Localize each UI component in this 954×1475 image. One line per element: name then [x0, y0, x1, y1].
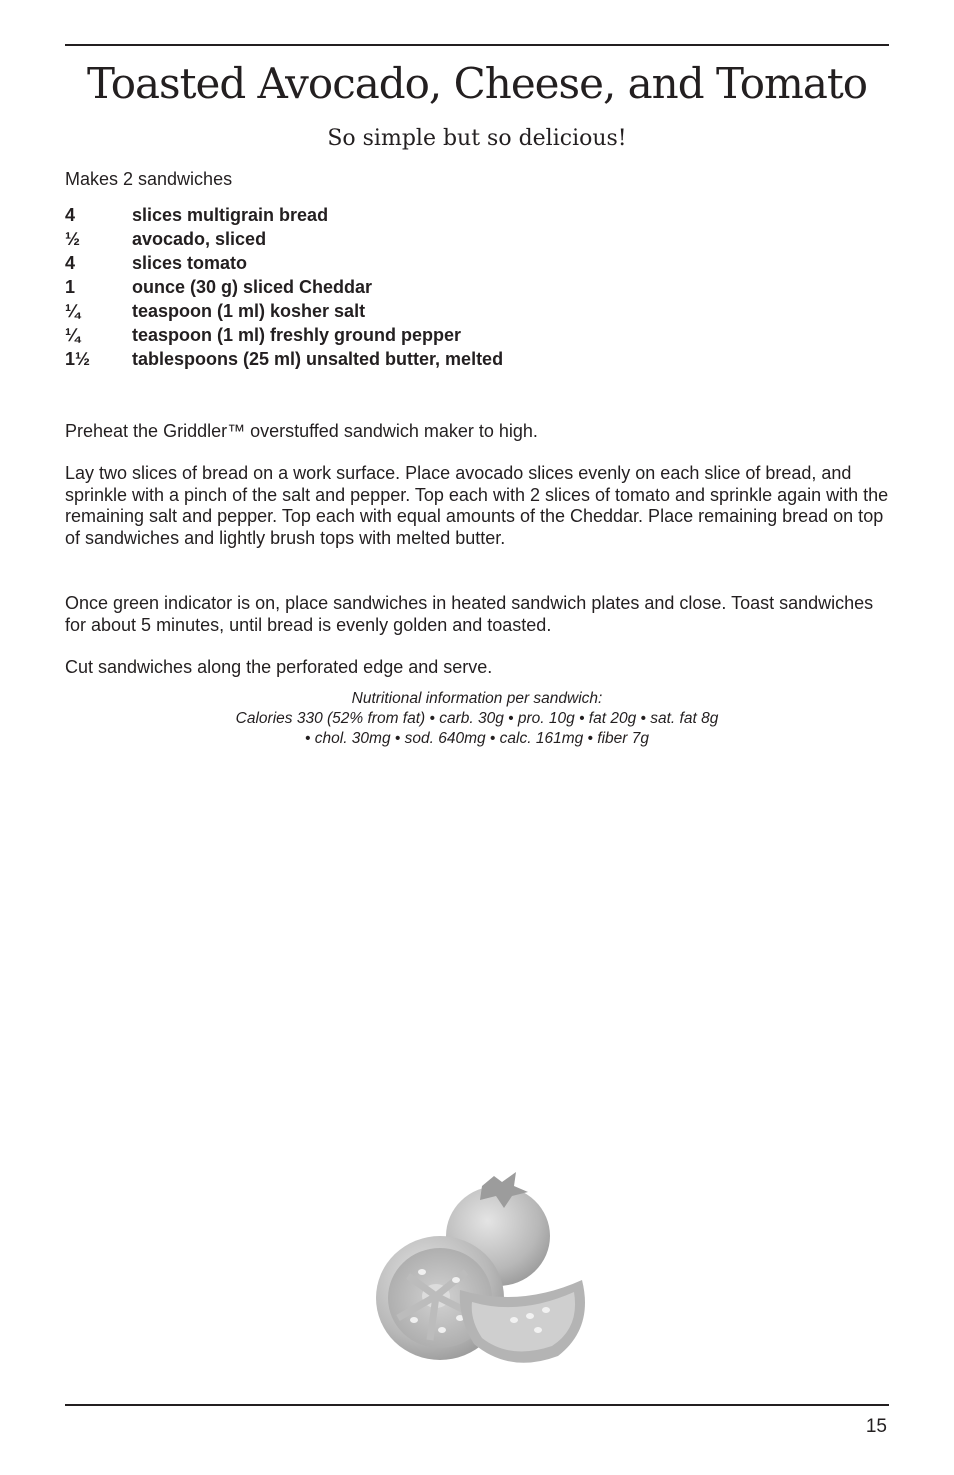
recipe-subtitle: So simple but so delicious!: [327, 126, 627, 151]
ingredient-item: slices tomato: [132, 253, 248, 273]
instruction-step: Lay two slices of bread on a work surface. Place avocado slices evenly on each slice of bread, and sprinkle with a pinch of the salt and pepper. Top each with 2 slices of tomato and sprinkle again with the remaining salt and pepper. Top each with equal amounts of the Cheddar. Place remaining bread on top of sandwiches and lightly brush tops with melted butter.: [65, 463, 889, 548]
ingredient-qty: 4: [65, 205, 76, 225]
instruction-step: Once green indicator is on, place sandwiches in heated sandwich plates and close. Toast sandwiches for about 5 minutes, until bread is evenly golden and toasted.: [65, 593, 874, 635]
tomato-illustration: [370, 1168, 600, 1388]
ingredient-qty: ¼: [65, 325, 81, 345]
top-rule: [65, 44, 889, 46]
recipe-title: Toasted Avocado, Cheese, and Tomato: [86, 59, 868, 108]
ingredient-qty: 1½: [65, 349, 91, 369]
ingredient-qty: ½: [65, 229, 81, 249]
ingredient-item: slices multigrain bread: [132, 205, 329, 225]
ingredient-row: [65, 227, 503, 251]
ingredient-item: avocado, sliced: [132, 229, 267, 249]
ingredient-row: [65, 299, 503, 323]
ingredient-row: [65, 203, 503, 227]
nutrition-info: [0, 689, 954, 749]
instruction-step: Preheat the Griddler™ overstuffed sandwich maker to high.: [65, 421, 538, 441]
ingredient-item: teaspoon (1 ml) kosher salt: [132, 301, 366, 321]
ingredient-row: [65, 251, 503, 275]
page-number: 15: [865, 1416, 887, 1437]
ingredient-item: teaspoon (1 ml) freshly ground pepper: [132, 325, 462, 345]
instruction-step: Cut sandwiches along the perforated edge and serve.: [65, 657, 493, 677]
ingredient-item: ounce (30 g) sliced Cheddar: [132, 277, 373, 297]
recipe-yield: Makes 2 sandwiches: [65, 169, 233, 189]
ingredient-qty: ¼: [65, 301, 81, 321]
nutrition-heading: Nutritional information per sandwich:: [351, 690, 603, 707]
ingredient-row: [65, 347, 503, 371]
bottom-rule: [65, 1404, 889, 1406]
ingredient-qty: 4: [65, 253, 76, 273]
ingredient-row: [65, 275, 503, 299]
ingredient-list: [65, 203, 503, 371]
ingredient-qty: 1: [65, 277, 76, 297]
ingredient-row: [65, 323, 503, 347]
nutrition-line: Calories 330 (52% from fat) • carb. 30g • pro. 10g • fat 20g • sat. fat 8g: [235, 710, 719, 727]
ingredient-item: tablespoons (25 ml) unsalted butter, melted: [132, 349, 504, 369]
nutrition-line: • chol. 30mg • sod. 640mg • calc. 161mg • fiber 7g: [305, 730, 649, 747]
